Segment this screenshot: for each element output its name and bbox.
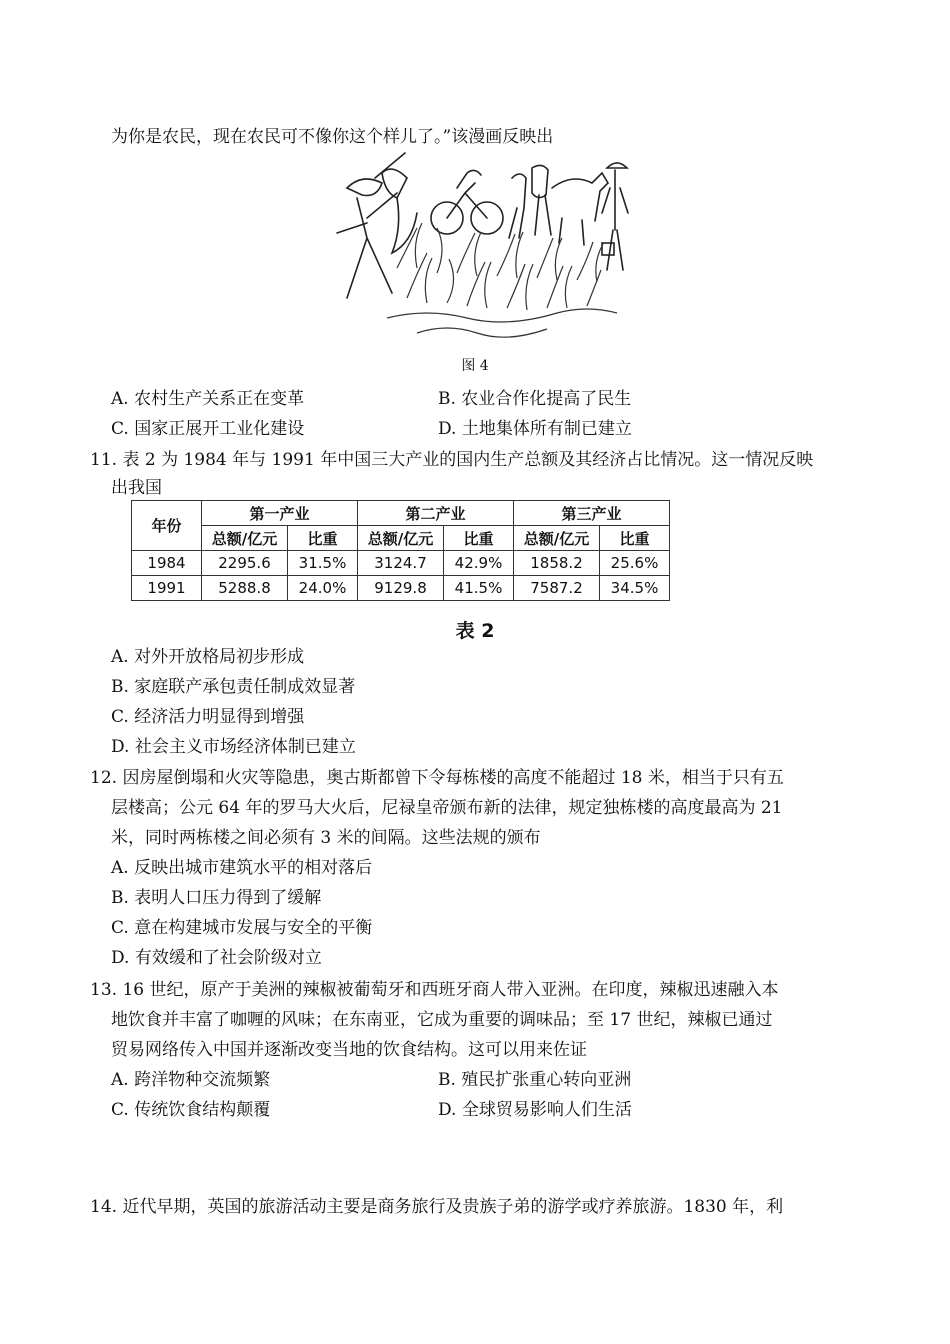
table-cell: 25.6% — [600, 551, 670, 576]
q14-stem-line1: 14. 近代早期，英国的旅游活动主要是商务旅行及贵族子弟的游学或疗养旅游。1830 年，利 — [90, 1197, 784, 1217]
q12-option-a[interactable]: A. 反映出城市建筑水平的相对落后 — [111, 858, 373, 878]
table-cell-year: 1991 — [132, 576, 202, 601]
table-cell: 2295.6 — [202, 551, 288, 576]
q11-option-a[interactable]: A. 对外开放格局初步形成 — [111, 647, 305, 667]
q12-stem-line3: 米，同时两栋楼之间必须有 3 米的间隔。这些法规的颁布 — [111, 828, 541, 848]
table-cell: 5288.8 — [202, 576, 288, 601]
table-cell-year: 1984 — [132, 551, 202, 576]
q12-stem-line2: 层楼高；公元 64 年的罗马大火后，尼禄皇帝颁布新的法律，规定独栋楼的高度最高为 21 — [111, 798, 783, 818]
table-cell: 7587.2 — [514, 576, 600, 601]
table-subheader-ratio: 比重 — [600, 526, 670, 551]
q11-stem-line1: 11. 表 2 为 1984 年与 1991 年中国三大产业的国内生产总额及其经济占比情况。这一情况反映 — [90, 450, 814, 470]
table-header-tertiary: 第三产业 — [514, 501, 670, 526]
q11-option-b[interactable]: B. 家庭联产承包责任制成效显著 — [111, 677, 356, 697]
table-cell: 41.5% — [444, 576, 514, 601]
table-cell: 42.9% — [444, 551, 514, 576]
q11-option-c[interactable]: C. 经济活力明显得到增强 — [111, 707, 305, 727]
q13-stem-line2: 地饮食并丰富了咖喱的风味；在东南亚，它成为重要的调味品；至 17 世纪，辣椒已通过 — [111, 1010, 773, 1030]
table-header-secondary: 第二产业 — [358, 501, 514, 526]
table-subheader-total: 总额/亿元 — [514, 526, 600, 551]
table-cell: 9129.8 — [358, 576, 444, 601]
industry-table — [131, 500, 670, 601]
table-subheader-ratio: 比重 — [444, 526, 514, 551]
table-cell: 31.5% — [288, 551, 358, 576]
q11-option-d[interactable]: D. 社会主义市场经济体制已建立 — [111, 737, 356, 757]
table-caption: 表 2 — [455, 620, 495, 642]
table-header-primary: 第一产业 — [202, 501, 358, 526]
table-cell: 24.0% — [288, 576, 358, 601]
q13-stem-line1: 13. 16 世纪，原产于美洲的辣椒被葡萄牙和西班牙商人带入亚洲。在印度，辣椒迅速融入本 — [90, 980, 779, 1000]
q13-option-a[interactable]: A. 跨洋物种交流频繁 — [111, 1070, 271, 1090]
table-cell: 3124.7 — [358, 551, 444, 576]
q12-option-c[interactable]: C. 意在构建城市发展与安全的平衡 — [111, 918, 373, 938]
q10-stem-tail: 为你是农民，现在农民可不像你这个样儿了。”该漫画反映出 — [111, 127, 554, 147]
q10-option-d[interactable]: D. 土地集体所有制已建立 — [438, 419, 632, 439]
table-cell: 1858.2 — [514, 551, 600, 576]
table-subheader-ratio: 比重 — [288, 526, 358, 551]
q10-option-c[interactable]: C. 国家正展开工业化建设 — [111, 419, 305, 439]
q13-option-d[interactable]: D. 全球贸易影响人们生活 — [438, 1100, 632, 1120]
table-row — [132, 576, 670, 601]
q13-option-c[interactable]: C. 传统饮食结构颠覆 — [111, 1100, 271, 1120]
table-subheader-total: 总额/亿元 — [202, 526, 288, 551]
q12-option-d[interactable]: D. 有效缓和了社会阶级对立 — [111, 948, 322, 968]
q13-option-b[interactable]: B. 殖民扩张重心转向亚洲 — [438, 1070, 632, 1090]
figure-caption: 图 4 — [461, 358, 489, 374]
q12-option-b[interactable]: B. 表明人口压力得到了缓解 — [111, 888, 322, 908]
table-header-year: 年份 — [132, 501, 202, 551]
q13-stem-line3: 贸易网络传入中国并逐渐改变当地的饮食结构。这可以用来佐证 — [111, 1040, 587, 1060]
q12-stem-line1: 12. 因房屋倒塌和火灾等隐患，奥古斯都曾下令每栋楼的高度不能超过 18 米，相当于只有五 — [90, 768, 784, 788]
table-subheader-total: 总额/亿元 — [358, 526, 444, 551]
table-row — [132, 551, 670, 576]
q10-option-a[interactable]: A. 农村生产关系正在变革 — [111, 389, 305, 409]
q11-stem-line2: 出我国 — [111, 478, 162, 498]
table-cell: 34.5% — [600, 576, 670, 601]
q10-option-b[interactable]: B. 农业合作化提高了民生 — [438, 389, 632, 409]
cartoon-figure-4 — [327, 148, 633, 353]
